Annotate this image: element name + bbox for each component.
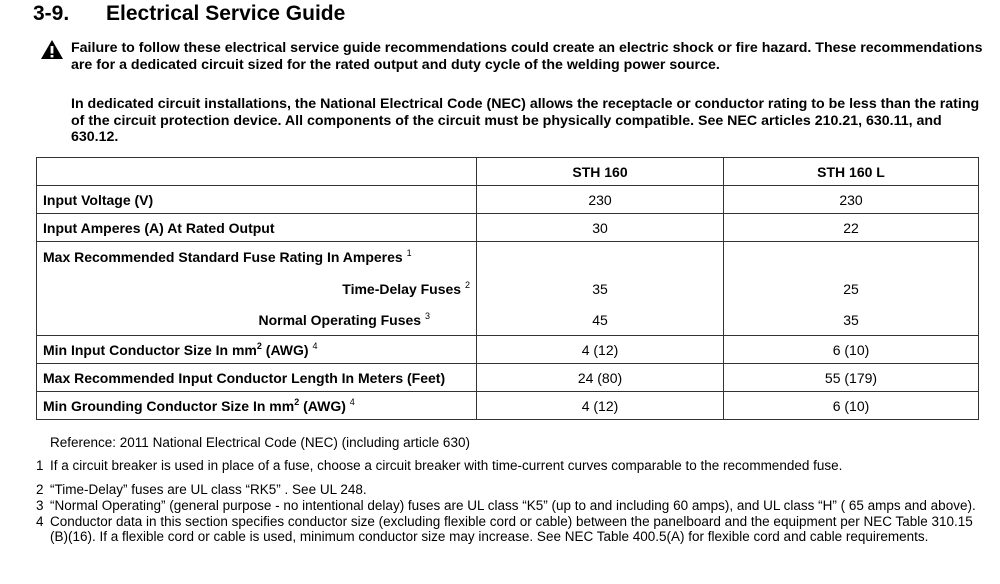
footnote-ref: 4 xyxy=(349,396,355,407)
row-label-min-input-conductor xyxy=(37,336,477,364)
row-label-input-amperes: Input Amperes (A) At Rated Output xyxy=(37,214,477,242)
cell-value: 35 xyxy=(477,272,724,305)
cell-value: 6 (10) xyxy=(724,392,979,420)
footnote-ref: 1 xyxy=(406,248,412,258)
squared-superscript: 2 xyxy=(294,396,300,407)
warning-triangle-icon xyxy=(40,39,64,60)
table-row xyxy=(37,305,979,336)
section-title-text: Electrical Service Guide xyxy=(106,2,346,25)
footnote-text: “Normal Operating” (general purpose - no intentional delay) fuses are UL class “K5” (up to and including 60 amps), and UL class “H” ( 65 amps and above). xyxy=(50,498,976,513)
cell-value: 55 (179) xyxy=(724,364,979,392)
max-fuse-label-text: Max Recommended Standard Fuse Rating In Amperes xyxy=(43,249,403,265)
reference-line: Reference: 2011 National Electrical Code (NEC) (including article 630) xyxy=(50,435,470,450)
cell-value: 45 xyxy=(477,305,724,336)
footnote-item xyxy=(36,482,986,497)
section-title xyxy=(33,2,345,26)
row-label-max-conductor-length: Max Recommended Input Conductor Length In Meters (Feet) xyxy=(37,364,477,392)
footnote-number: 1 xyxy=(36,458,44,473)
cell-value: 4 (12) xyxy=(477,336,724,364)
table-row xyxy=(37,272,979,305)
row-label-max-fuse-rating xyxy=(37,242,477,273)
time-delay-label-text: Time-Delay Fuses xyxy=(342,280,462,297)
service-guide-table xyxy=(36,157,979,420)
cell-value: 25 xyxy=(724,272,979,305)
footnote-number: 4 xyxy=(36,514,44,529)
footnote-item xyxy=(36,498,986,513)
warning-paragraph-2: In dedicated circuit installations, the National Electrical Code (NEC) allows the receptacle or conductor rating to be less than the rating of the circuit protection device. All components of the circuit must be physically compatible. See NEC articles 210.21, 630.11, and 630.12. xyxy=(71,96,980,145)
normal-operating-label-text: Normal Operating Fuses xyxy=(258,312,422,328)
cell-blank xyxy=(477,242,724,273)
warning-paragraph-1: Failure to follow these electrical service guide recommendations could create an electric shock or fire hazard. These recommendations are for a dedicated circuit sized for the rated output and duty cycle of the welding power source. xyxy=(71,40,983,73)
row-label-normal-operating-fuses xyxy=(37,305,477,336)
row-label-min-grounding-conductor xyxy=(37,392,477,420)
cell-value: 6 (10) xyxy=(724,336,979,364)
footnote-text: “Time-Delay” fuses are UL class “RK5” . See UL 248. xyxy=(50,482,367,497)
footnote-ref: 4 xyxy=(312,340,318,351)
row-label-time-delay-fuses xyxy=(37,272,477,305)
footnote-item xyxy=(36,458,986,473)
table-row xyxy=(37,186,979,214)
header-sth160: STH 160 xyxy=(477,158,724,186)
footnote-text: If a circuit breaker is used in place of a fuse, choose a circuit breaker with time-current curves comparable to the recommended fuse. xyxy=(50,458,843,473)
footnote-number: 3 xyxy=(36,498,44,513)
cell-value: 24 (80) xyxy=(477,364,724,392)
label-text: Min Input Conductor Size In mm xyxy=(43,341,257,358)
table-header-row xyxy=(37,158,979,186)
cell-value: 230 xyxy=(724,186,979,214)
table-row xyxy=(37,364,979,392)
section-number: 3-9. xyxy=(33,2,70,25)
cell-value: 30 xyxy=(477,214,724,242)
cell-value: 230 xyxy=(477,186,724,214)
footnote-text: Conductor data in this section specifies conductor size (excluding flexible cord or cable) between the panelboard and the equipment per NEC Table 310.15 (B)(16). If a flexible cord or cable is used, minimum conductor size may increase. See NEC Table 400.5(A) for flexible cord and cable requirements. xyxy=(50,514,973,544)
header-sth160l: STH 160 L xyxy=(724,158,979,186)
header-blank xyxy=(37,158,477,186)
label-text: (AWG) xyxy=(299,397,346,414)
footnote-ref: 3 xyxy=(424,311,430,321)
table-row xyxy=(37,336,979,364)
label-text: Min Grounding Conductor Size In mm xyxy=(43,397,295,414)
footnote-number: 2 xyxy=(36,482,44,497)
label-text: (AWG) xyxy=(261,341,309,358)
table-row xyxy=(37,214,979,242)
cell-value: 22 xyxy=(724,214,979,242)
row-label-input-voltage: Input Voltage (V) xyxy=(37,186,477,214)
table-row xyxy=(37,392,979,420)
table-row xyxy=(37,242,979,273)
cell-value: 4 (12) xyxy=(477,392,724,420)
cell-value: 35 xyxy=(724,305,979,336)
squared-superscript: 2 xyxy=(256,340,262,351)
footnotes-list xyxy=(36,458,986,545)
footnote-item xyxy=(36,514,986,544)
cell-blank xyxy=(724,242,979,273)
footnote-ref: 2 xyxy=(464,279,470,290)
